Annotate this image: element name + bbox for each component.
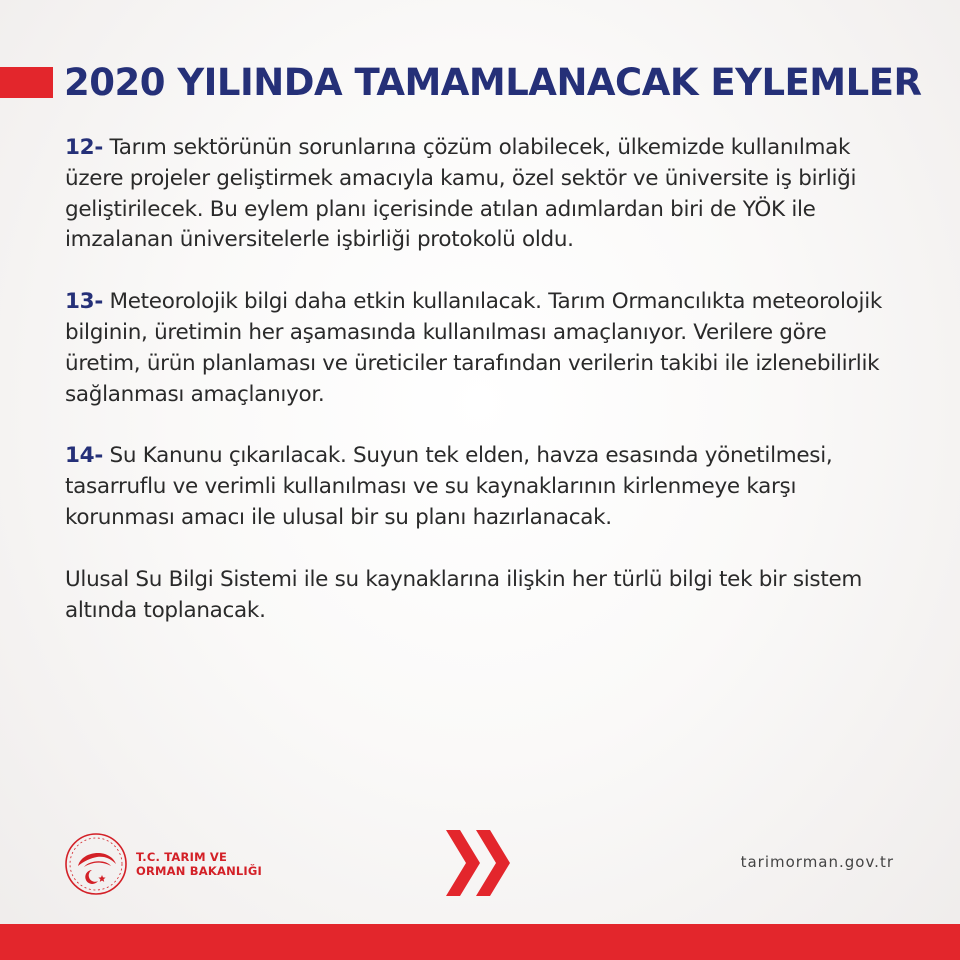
ministry-name (136, 850, 262, 878)
page-title: 2020 YILINDA TAMAMLANACAK EYLEMLER (64, 61, 922, 104)
action-item-12 (65, 133, 905, 256)
action-item-14 (65, 441, 905, 533)
item-number: 14- (65, 443, 103, 469)
item-text: Su Kanunu çıkarılacak. Suyun tek elden, havza esasında yönetilmesi, tasarruflu ve verimli kullanılması ve su kaynaklarının kirlenmeye karşı korunması amacı ile ulusal bir su planı hazırlanacak. (65, 443, 833, 530)
closing-paragraph: Ulusal Su Bilgi Sistemi ile su kaynaklarına ilişkin her türlü bilgi tek bir sistem altında toplanacak. (65, 566, 863, 623)
ministry-emblem-icon (64, 832, 128, 896)
item-text: Tarım sektörünün sorunlarına çözüm olabilecek, ülkemizde kullanılmak üzere projeler geliştirmek amacıyla kamu, özel sektör ve üniversite iş birliği geliştirilecek. Bu eylem planı içerisinde atılan adımlardan biri de YÖK ile imzalanan üniversitelerle işbirliği protokolü oldu. (65, 135, 857, 253)
ministry-name-line1: T.C. TARIM VE (136, 850, 228, 864)
title-accent-bar (0, 67, 53, 98)
bottom-accent-bar (0, 924, 960, 960)
item-number: 13- (65, 289, 103, 315)
double-chevron-right-icon (446, 830, 518, 896)
website-url: tarimorman.gov.tr (740, 853, 894, 871)
ministry-name-line2: ORMAN BAKANLIĞI (136, 864, 263, 878)
item-number: 12- (65, 135, 103, 160)
footer (0, 820, 960, 920)
content-body (65, 133, 905, 657)
action-item-13 (65, 287, 905, 410)
item-text: Meteorolojik bilgi daha etkin kullanılacak. Tarım Ormancılıkta meteorolojik bilginin, üretimin her aşamasında kullanılması amaçlanıyor. Verilere göre üretim, ürün planlaması ve üreticiler tarafından verilerin takibi ile izlenebilirlik sağlanması amaçlanıyor. (65, 289, 883, 407)
